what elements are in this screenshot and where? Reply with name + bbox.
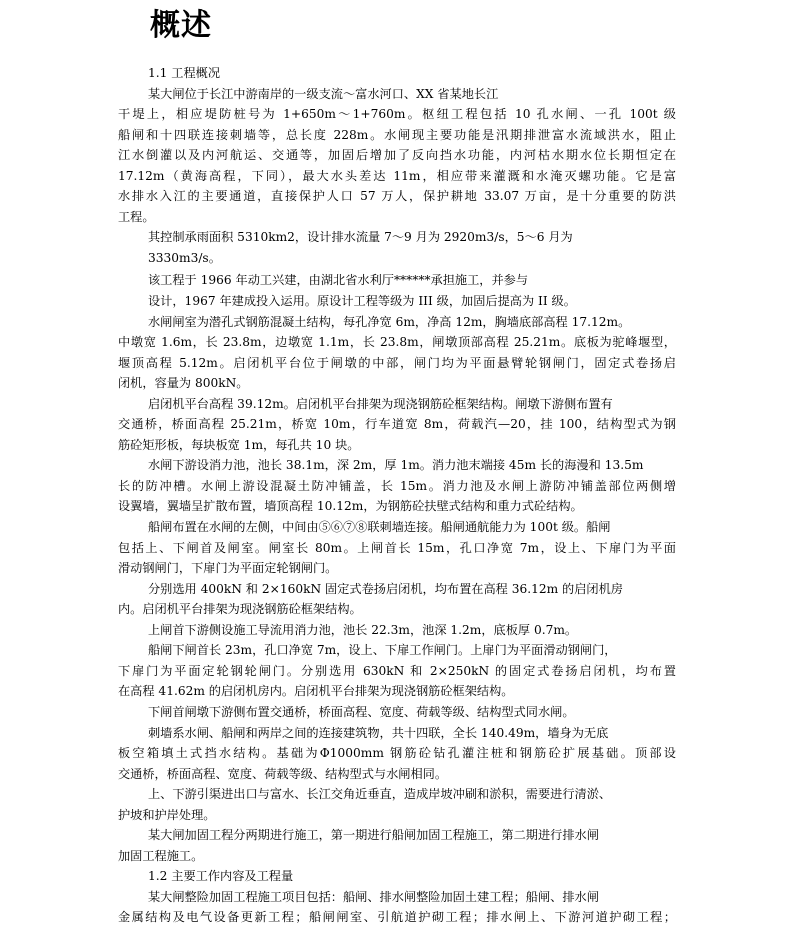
paragraph-line: 设翼墙，翼墙呈扩散布置，墙顶高程 10.12m，为钢筋砼扶壁式结构和重力式砼结构。: [118, 499, 583, 514]
paragraph-line: 滑动钢闸门，下扉门为平面定轮钢闸门。: [118, 561, 338, 576]
paragraph-line: 包括上、下闸首及闸室。闸室长 80m。上闸首长 15m，孔口净宽 7m，设上、下扉门为平面: [118, 540, 676, 555]
paragraph-line: 水排水入江的主要通道，直接保护人口 57 万人，保护耕地 33.07 万亩，是十分重要的防洪: [118, 189, 676, 204]
paragraph-line: 设计，1967 年建成投入运用。原设计工程等级为 III 级，加固后提高为 II 级。: [148, 294, 576, 309]
paragraph-line: 船闸布置在水闸的左侧，中间由⑤⑥⑦⑧联刺墙连接。船闸通航能力为 100t 级。船闸: [148, 520, 611, 535]
paragraph-line: 启闭机平台高程 39.12m。启闭机平台排架为现浇钢筋砼框架结构。闸墩下游侧布置有: [148, 396, 613, 411]
paragraph-line: 在高程 41.62m 的启闭机房内。启闭机平台排架为现浇钢筋砼框架结构。: [118, 684, 514, 699]
paragraph-line: 闭机，容量为 800kN。: [118, 376, 249, 391]
paragraph-line: 该工程于 1966 年动工兴建，由湖北省水利厅******承担施工，并参与: [148, 273, 529, 288]
paragraph-line: 上闸首下游侧设施工导流用消力池，池长 22.3m，池深 1.2m，底板厚 0.7m。: [148, 622, 578, 637]
paragraph-line: 某大闸加固工程分两期进行施工，第一期进行船闸加固工程施工，第二期进行排水闸: [148, 828, 599, 843]
paragraph-line: 刺墙系水闸、船闸和两岸之间的连接建筑物，共十四联，全长 140.49m，墙身为无底: [148, 725, 609, 740]
paragraph-line: 江水倒灌以及内河航运、交通等，加固后增加了反向挡水功能，内河枯水期水位长期恒定在: [118, 148, 676, 163]
paragraph-line: 干堤上，相应堤防桩号为 1+650m～1+760m。枢纽工程包括 10 孔水闸、一孔 100t 级: [118, 107, 676, 122]
paragraph-line: 3330m3/s。: [148, 250, 221, 265]
paragraph-line: 水闸闸室为潜孔式钢筋混凝土结构，每孔净宽 6m，净高 12m，胸墙底部高程 17.12m。: [148, 314, 631, 329]
paragraph-line: 上、下游引渠进出口与富水、长江交角近垂直，造成岸坡冲刷和淤积，需要进行清淤、: [148, 787, 612, 802]
document-title: 概述: [150, 8, 212, 43]
section-heading: 1.1 工程概况: [148, 66, 221, 80]
paragraph-line: 船闸和十四联连接刺墙等，总长度 228m。水闸现主要功能是汛期排泄富水流域洪水，阻止: [118, 127, 676, 142]
paragraph-line: 工程。: [118, 209, 155, 224]
paragraph-line: 水闸下游设消力池，池长 38.1m，深 2m，厚 1m。消力池末端接 45m 长的海漫和 13.5m: [148, 458, 644, 473]
paragraph-line: 船闸下闸首长 23m，孔口净宽 7m，设上、下扉工作闸门。上扉门为平面滑动钢闸门，: [148, 643, 617, 658]
paragraph-line: 交通桥，桥面高程 25.21m，桥宽 10m，行车道宽 8m，荷载汽—20，挂 100，结构型式为钢: [118, 417, 676, 432]
paragraph-line: 堰顶高程 5.12m。启闭机平台位于闸墩的中部，闸门均为平面悬臂轮钢闸门，固定式卷扬启: [118, 355, 676, 370]
paragraph-line: 下扉门为平面定轮钢轮闸门。分别选用 630kN 和 2×250kN 的固定式卷扬启闭机，均布置: [118, 663, 676, 678]
paragraph-line: 加固工程施工。: [118, 848, 204, 863]
paragraph-line: 其控制承雨面积 5310km2，设计排水流量 7～9 月为 2920m3/s，5～6 月为: [148, 230, 573, 245]
paragraph-line: 下闸首闸墩下游侧布置交通桥，桥面高程、宽度、荷载等级、结构型式同水闸。: [148, 704, 575, 719]
paragraph-line: 筋砼矩形板，每块板宽 1m，每孔共 10 块。: [118, 437, 360, 452]
paragraph-line: 某大闸整险加固工程施工项目包括：船闸、排水闸整险加固土建工程；船闸、排水闸: [148, 889, 599, 904]
paragraph-line: 分别选用 400kN 和 2×160kN 固定式卷扬启闭机，均布置在高程 36.12m 的启闭机房: [148, 581, 623, 596]
paragraph-line: 金属结构及电气设备更新工程；船闸闸室、引航道护砌工程；排水闸上、下游河道护砌工程；: [118, 910, 676, 925]
paragraph-line: 中墩宽 1.6m，长 23.8m，边墩宽 1.1m，长 23.8m，闸墩顶部高程 25.21m。底板为驼峰堰型，: [118, 335, 676, 350]
document-body: [118, 63, 676, 928]
paragraph-line: 板空箱填土式挡水结构。基础为Φ1000mm 钢筋砼钻孔灌注桩和钢筋砼扩展基础。顶部设: [118, 746, 676, 761]
paragraph-line: 某大闸位于长江中游南岸的一级支流～富水河口、XX 省某地长江: [148, 86, 499, 101]
paragraph-line: 17.12m（黄海高程，下同），最大水头差达 11m，相应带来灌溉和水淹灭螺功能。它是富: [118, 168, 676, 183]
paragraph-line: 护坡和护岸处理。: [118, 807, 216, 822]
paragraph-line: 交通桥，桥面高程、宽度、荷载等级、结构型式与水闸相同。: [118, 766, 448, 781]
paragraph-line: 内。启闭机平台排架为现浇钢筋砼框架结构。: [118, 602, 362, 617]
section-heading: 1.2 主要工作内容及工程量: [148, 869, 294, 884]
paragraph-line: 长的防冲槽。水闸上游设混凝土防冲铺盖，长 15m。消力池及水闸上游防冲铺盖部位两侧增: [118, 478, 676, 493]
